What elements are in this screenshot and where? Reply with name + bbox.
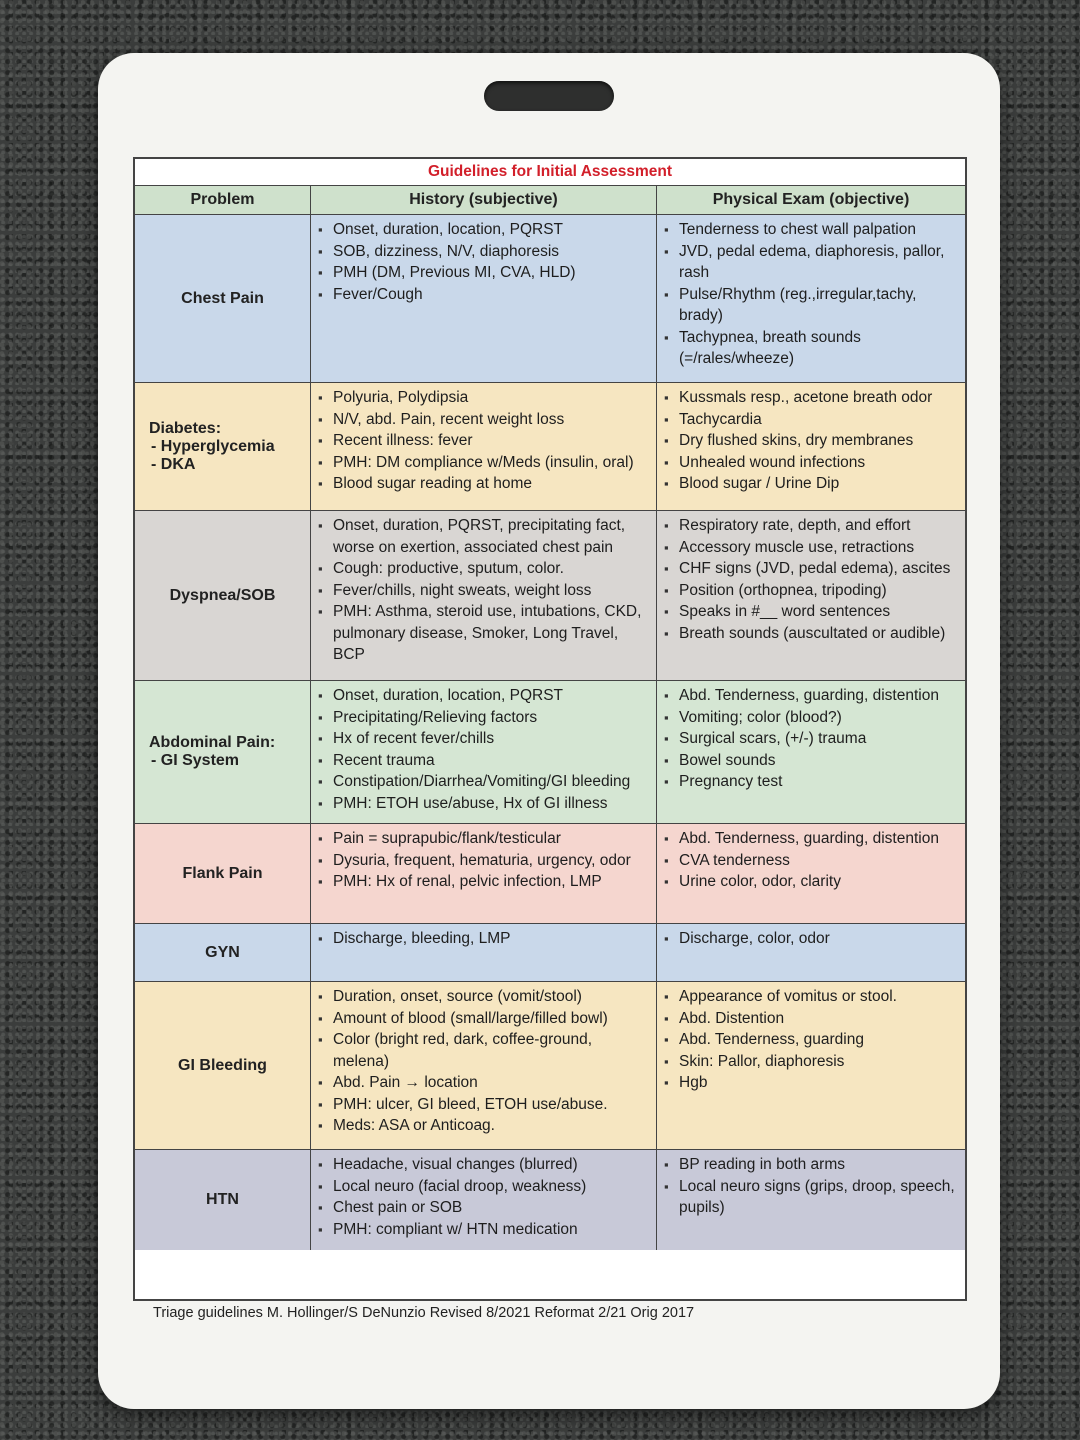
table-row xyxy=(135,511,965,681)
table-row xyxy=(135,1150,965,1250)
table-row xyxy=(135,924,965,982)
history-cell xyxy=(311,383,657,510)
problem-cell xyxy=(135,681,311,823)
list-item: ▪ PMH (DM, Previous MI, CVA, HLD) xyxy=(317,262,650,284)
list-item: ▪ Chest pain or SOB xyxy=(317,1197,650,1219)
problem-label: Chest Pain xyxy=(181,289,264,307)
exam-cell xyxy=(657,383,965,510)
list-item: ▪ Appearance of vomitus or stool. xyxy=(663,986,959,1008)
list-item: ▪ PMH: ulcer, GI bleed, ETOH use/abuse. xyxy=(317,1094,650,1116)
list-item: ▪ Skin: Pallor, diaphoresis xyxy=(663,1051,959,1073)
list-item: ▪ Recent illness: fever xyxy=(317,430,650,452)
list-item: ▪ Accessory muscle use, retractions xyxy=(663,537,959,559)
history-cell-list xyxy=(311,511,656,668)
history-cell xyxy=(311,924,657,981)
header-row xyxy=(135,186,965,215)
exam-cell-list xyxy=(657,924,965,952)
problem-cell xyxy=(135,824,311,923)
history-cell-list xyxy=(311,383,656,497)
table-row xyxy=(135,824,965,924)
list-item: ▪ Polyuria, Polydipsia xyxy=(317,387,650,409)
list-item: ▪ Abd. Pain → location xyxy=(317,1072,650,1094)
table-row xyxy=(135,383,965,511)
lanyard-slot xyxy=(484,81,614,111)
exam-cell-list xyxy=(657,824,965,895)
table-title: Guidelines for Initial Assessment xyxy=(135,159,965,186)
list-item: ▪ Onset, duration, PQRST, precipitating fact, worse on exertion, associated chest pain xyxy=(317,515,650,558)
exam-cell-list xyxy=(657,215,965,372)
list-item: ▪ Hx of recent fever/chills xyxy=(317,728,650,750)
exam-cell xyxy=(657,215,965,382)
exam-cell xyxy=(657,824,965,923)
exam-cell-list xyxy=(657,1150,965,1221)
history-cell-list xyxy=(311,982,656,1139)
list-item: ▪ PMH: Hx of renal, pelvic infection, LMP xyxy=(317,871,650,893)
exam-cell xyxy=(657,511,965,680)
exam-cell-list xyxy=(657,511,965,646)
problem-cell xyxy=(135,982,311,1149)
list-item: ▪ Position (orthopnea, tripoding) xyxy=(663,580,959,602)
list-item: ▪ Unhealed wound infections xyxy=(663,452,959,474)
history-cell-list xyxy=(311,824,656,895)
history-cell xyxy=(311,1150,657,1250)
list-item: ▪ Dry flushed skins, dry membranes xyxy=(663,430,959,452)
exam-cell xyxy=(657,1150,965,1250)
exam-cell-list xyxy=(657,383,965,497)
exam-cell-list xyxy=(657,982,965,1096)
problem-label: Diabetes: xyxy=(149,419,222,437)
table-row xyxy=(135,982,965,1150)
list-item: ▪ Onset, duration, location, PQRST xyxy=(317,685,650,707)
list-item: ▪ BP reading in both arms xyxy=(663,1154,959,1176)
list-item: ▪ Abd. Tenderness, guarding xyxy=(663,1029,959,1051)
list-item: ▪ N/V, abd. Pain, recent weight loss xyxy=(317,409,650,431)
list-item: ▪ Bowel sounds xyxy=(663,750,959,772)
problem-label: - Hyperglycemia xyxy=(151,437,275,455)
problem-label: - GI System xyxy=(151,752,240,769)
list-item: ▪ Abd. Tenderness, guarding, distention xyxy=(663,685,959,707)
problem-cell xyxy=(135,215,311,382)
list-item: ▪ Pregnancy test xyxy=(663,771,959,793)
history-cell xyxy=(311,681,657,823)
list-item: ▪ Hgb xyxy=(663,1072,959,1094)
problem-cell xyxy=(135,1150,311,1250)
header-history: History (subjective) xyxy=(311,186,657,214)
list-item: ▪ Dysuria, frequent, hematuria, urgency, odor xyxy=(317,850,650,872)
header-problem: Problem xyxy=(135,186,311,214)
list-item: ▪ JVD, pedal edema, diaphoresis, pallor, rash xyxy=(663,241,959,284)
list-item: ▪ PMH: ETOH use/abuse, Hx of GI illness xyxy=(317,793,650,815)
list-item: ▪ Kussmals resp., acetone breath odor xyxy=(663,387,959,409)
history-cell xyxy=(311,511,657,680)
list-item: ▪ Urine color, odor, clarity xyxy=(663,871,959,893)
list-item: ▪ Speaks in #__ word sentences xyxy=(663,601,959,623)
list-item: ▪ Local neuro signs (grips, droop, speech, pupils) xyxy=(663,1176,959,1219)
list-item: ▪ Onset, duration, location, PQRST xyxy=(317,219,650,241)
reference-card xyxy=(98,53,1000,1409)
list-item: ▪ CVA tenderness xyxy=(663,850,959,872)
history-cell xyxy=(311,824,657,923)
list-item: ▪ PMH: compliant w/ HTN medication xyxy=(317,1219,650,1241)
list-item: ▪ Fever/chills, night sweats, weight loss xyxy=(317,580,650,602)
list-item: ▪ Abd. Tenderness, guarding, distention xyxy=(663,828,959,850)
history-cell-list xyxy=(311,1150,656,1242)
table-body xyxy=(135,215,965,1299)
list-item: ▪ Color (bright red, dark, coffee-ground, melena) xyxy=(317,1029,650,1072)
list-item: ▪ Tachycardia xyxy=(663,409,959,431)
problem-label: Abdominal Pain: xyxy=(149,734,276,751)
list-item: ▪ Tenderness to chest wall palpation xyxy=(663,219,959,241)
list-item: ▪ Cough: productive, sputum, color. xyxy=(317,558,650,580)
header-exam: Physical Exam (objective) xyxy=(712,191,910,208)
list-item: ▪ Duration, onset, source (vomit/stool) xyxy=(317,986,650,1008)
list-item: ▪ Pain = suprapubic/flank/testicular xyxy=(317,828,650,850)
history-cell-list xyxy=(311,681,656,816)
list-item: ▪ PMH: Asthma, steroid use, intubations, CKD, pulmonary disease, Smoker, Long Travel, BCP xyxy=(317,601,650,666)
problem-label: Dyspnea/SOB xyxy=(169,586,276,604)
list-item: ▪ Pulse/Rhythm (reg.,irregular,tachy, brady) xyxy=(663,284,959,327)
list-item: ▪ Local neuro (facial droop, weakness) xyxy=(317,1176,650,1198)
history-cell-list xyxy=(311,924,656,952)
list-item: ▪ Amount of blood (small/large/filled bowl) xyxy=(317,1008,650,1030)
list-item: ▪ Headache, visual changes (blurred) xyxy=(317,1154,650,1176)
list-item: ▪ Discharge, color, odor xyxy=(663,928,959,950)
problem-label: GI Bleeding xyxy=(178,1056,267,1074)
list-item: ▪ PMH: DM compliance w/Meds (insulin, oral) xyxy=(317,452,650,474)
list-item: ▪ Abd. Distention xyxy=(663,1008,959,1030)
problem-label: GYN xyxy=(205,943,240,961)
problem-cell xyxy=(135,924,311,981)
list-item: ▪ Fever/Cough xyxy=(317,284,650,306)
list-item: ▪ Meds: ASA or Anticoag. xyxy=(317,1115,650,1137)
table-row xyxy=(135,681,965,824)
list-item: ▪ Recent trauma xyxy=(317,750,650,772)
exam-cell xyxy=(657,924,965,981)
problem-cell xyxy=(135,383,311,510)
list-item: ▪ Precipitating/Relieving factors xyxy=(317,707,650,729)
history-cell xyxy=(311,215,657,382)
list-item: ▪ Vomiting; color (blood?) xyxy=(663,707,959,729)
list-item: ▪ Constipation/Diarrhea/Vomiting/GI bleeding xyxy=(317,771,650,793)
list-item: ▪ Blood sugar / Urine Dip xyxy=(663,473,959,495)
list-item: ▪ Breath sounds (auscultated or audible) xyxy=(663,623,959,645)
table-row xyxy=(135,215,965,383)
history-cell xyxy=(311,982,657,1149)
list-item: ▪ Surgical scars, (+/-) trauma xyxy=(663,728,959,750)
list-item: ▪ Respiratory rate, depth, and effort xyxy=(663,515,959,537)
exam-cell xyxy=(657,681,965,823)
history-cell-list xyxy=(311,215,656,307)
problem-label: Flank Pain xyxy=(182,864,263,882)
problem-label: - DKA xyxy=(151,455,196,473)
problem-label: HTN xyxy=(206,1191,239,1208)
list-item: ▪ Discharge, bleeding, LMP xyxy=(317,928,650,950)
list-item: ▪ Blood sugar reading at home xyxy=(317,473,650,495)
exam-cell-list xyxy=(657,681,965,795)
list-item: ▪ SOB, dizziness, N/V, diaphoresis xyxy=(317,241,650,263)
assessment-table xyxy=(133,157,967,1301)
list-item: ▪ CHF signs (JVD, pedal edema), ascites xyxy=(663,558,959,580)
list-item: ▪ Tachypnea, breath sounds (=/rales/wheeze) xyxy=(663,327,959,370)
card-footer: Triage guidelines M. Hollinger/S DeNunzio Revised 8/2021 Reformat 2/21 Orig 2017 xyxy=(153,1305,695,1321)
exam-cell xyxy=(657,982,965,1149)
problem-cell xyxy=(135,511,311,680)
